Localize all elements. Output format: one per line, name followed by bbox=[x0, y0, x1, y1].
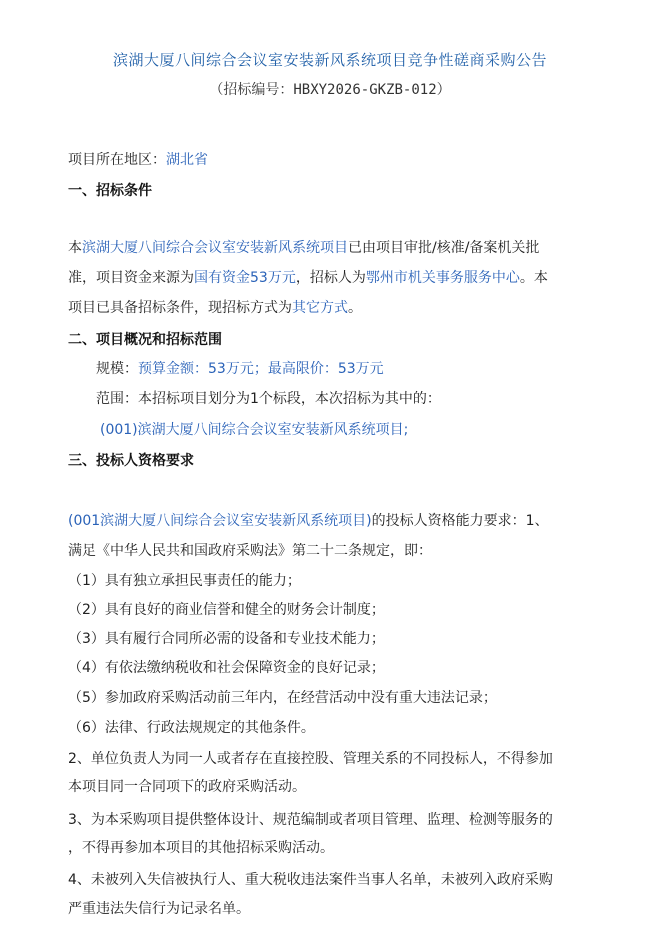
qualification-law: 满足《中华人民共和国政府采购法》第二十二条规定，即： bbox=[68, 543, 432, 559]
qualification-item: （3）具有履行合同所必需的设备和专业技术能力； bbox=[68, 631, 385, 647]
scale-label: 规模： bbox=[96, 361, 138, 377]
fund-source: 国有资金53万元 bbox=[194, 270, 296, 286]
section-heading-qualifications: 三、投标人资格要求 bbox=[68, 453, 194, 469]
text-span: 准，项目资金来源为 bbox=[68, 270, 194, 286]
lot-reference: (001滨湖大厦八间综合会议室安装新风系统项目) bbox=[68, 513, 372, 529]
paragraph-line bbox=[68, 298, 362, 318]
bid-number-open: （招标编号： bbox=[209, 82, 294, 98]
text-span: 项目已具备招标条件，现招标方式为 bbox=[68, 300, 292, 316]
text-span: 的投标人资格能力要求：1、 bbox=[371, 513, 549, 529]
requirement-2-cont: 本项目同一合同项下的政府采购活动。 bbox=[68, 779, 306, 795]
requirement-4: 4、未被列入失信被执行人、重大税收违法案件当事人名单，未被列入政府采购 bbox=[68, 872, 553, 888]
text-span: 本 bbox=[68, 240, 82, 256]
text-span: ，招标人为 bbox=[295, 270, 366, 286]
scale-value: 预算金额：53万元；最高限价：53万元 bbox=[138, 361, 384, 377]
text-span: 已由项目审批/核准/备案机关批 bbox=[348, 240, 540, 256]
section-heading-overview: 二、项目概况和招标范围 bbox=[68, 332, 222, 348]
region-label: 项目所在地区： bbox=[68, 152, 166, 168]
tenderer-name: 鄂州市机关事务服务中心 bbox=[365, 270, 520, 286]
paragraph-line bbox=[68, 238, 539, 258]
scope-line: 范围：本招标项目划分为1个标段，本次招标为其中的： bbox=[96, 391, 441, 407]
region-value: 湖北省 bbox=[166, 152, 208, 168]
announcement-title: 滨湖大厦八间综合会议室安装新风系统项目竞争性磋商采购公告 bbox=[112, 51, 547, 69]
qualification-item: （6）法律、行政法规规定的其他条件。 bbox=[68, 720, 315, 736]
requirement-4-cont: 严重违法失信行为记录名单。 bbox=[68, 901, 250, 917]
requirement-3-cont: ，不得再参加本项目的其他招标采购活动。 bbox=[68, 840, 334, 856]
qualification-item: （2）具有良好的商业信誉和健全的财务会计制度； bbox=[68, 602, 385, 618]
project-name: 滨湖大厦八间综合会议室安装新风系统项目 bbox=[82, 240, 348, 256]
project-region bbox=[68, 150, 208, 170]
bid-number bbox=[0, 80, 660, 100]
bid-number-code: HBXY2026-GKZB-012 bbox=[293, 82, 437, 98]
section-heading-bid-conditions: 一、招标条件 bbox=[68, 183, 152, 199]
qualification-intro bbox=[68, 511, 549, 531]
qualification-item: （5）参加政府采购活动前三年内，在经营活动中没有重大违法记录； bbox=[68, 690, 497, 706]
paragraph-line bbox=[68, 268, 548, 288]
qualification-item: （1）具有独立承担民事责任的能力； bbox=[68, 573, 301, 589]
lot-line: (001)滨湖大厦八间综合会议室安装新风系统项目; bbox=[100, 422, 409, 438]
requirement-3: 3、为本采购项目提供整体设计、规范编制或者项目管理、监理、检测等服务的 bbox=[68, 812, 553, 828]
text-span: 。本 bbox=[519, 270, 548, 286]
scale-line bbox=[96, 359, 384, 379]
tender-method: 其它方式 bbox=[292, 300, 348, 316]
qualification-item: （4）有依法缴纳税收和社会保障资金的良好记录； bbox=[68, 660, 385, 676]
bid-number-close: ） bbox=[436, 82, 451, 98]
text-span: 。 bbox=[348, 300, 362, 316]
requirement-2: 2、单位负责人为同一人或者存在直接控股、管理关系的不同投标人，不得参加 bbox=[68, 751, 553, 767]
